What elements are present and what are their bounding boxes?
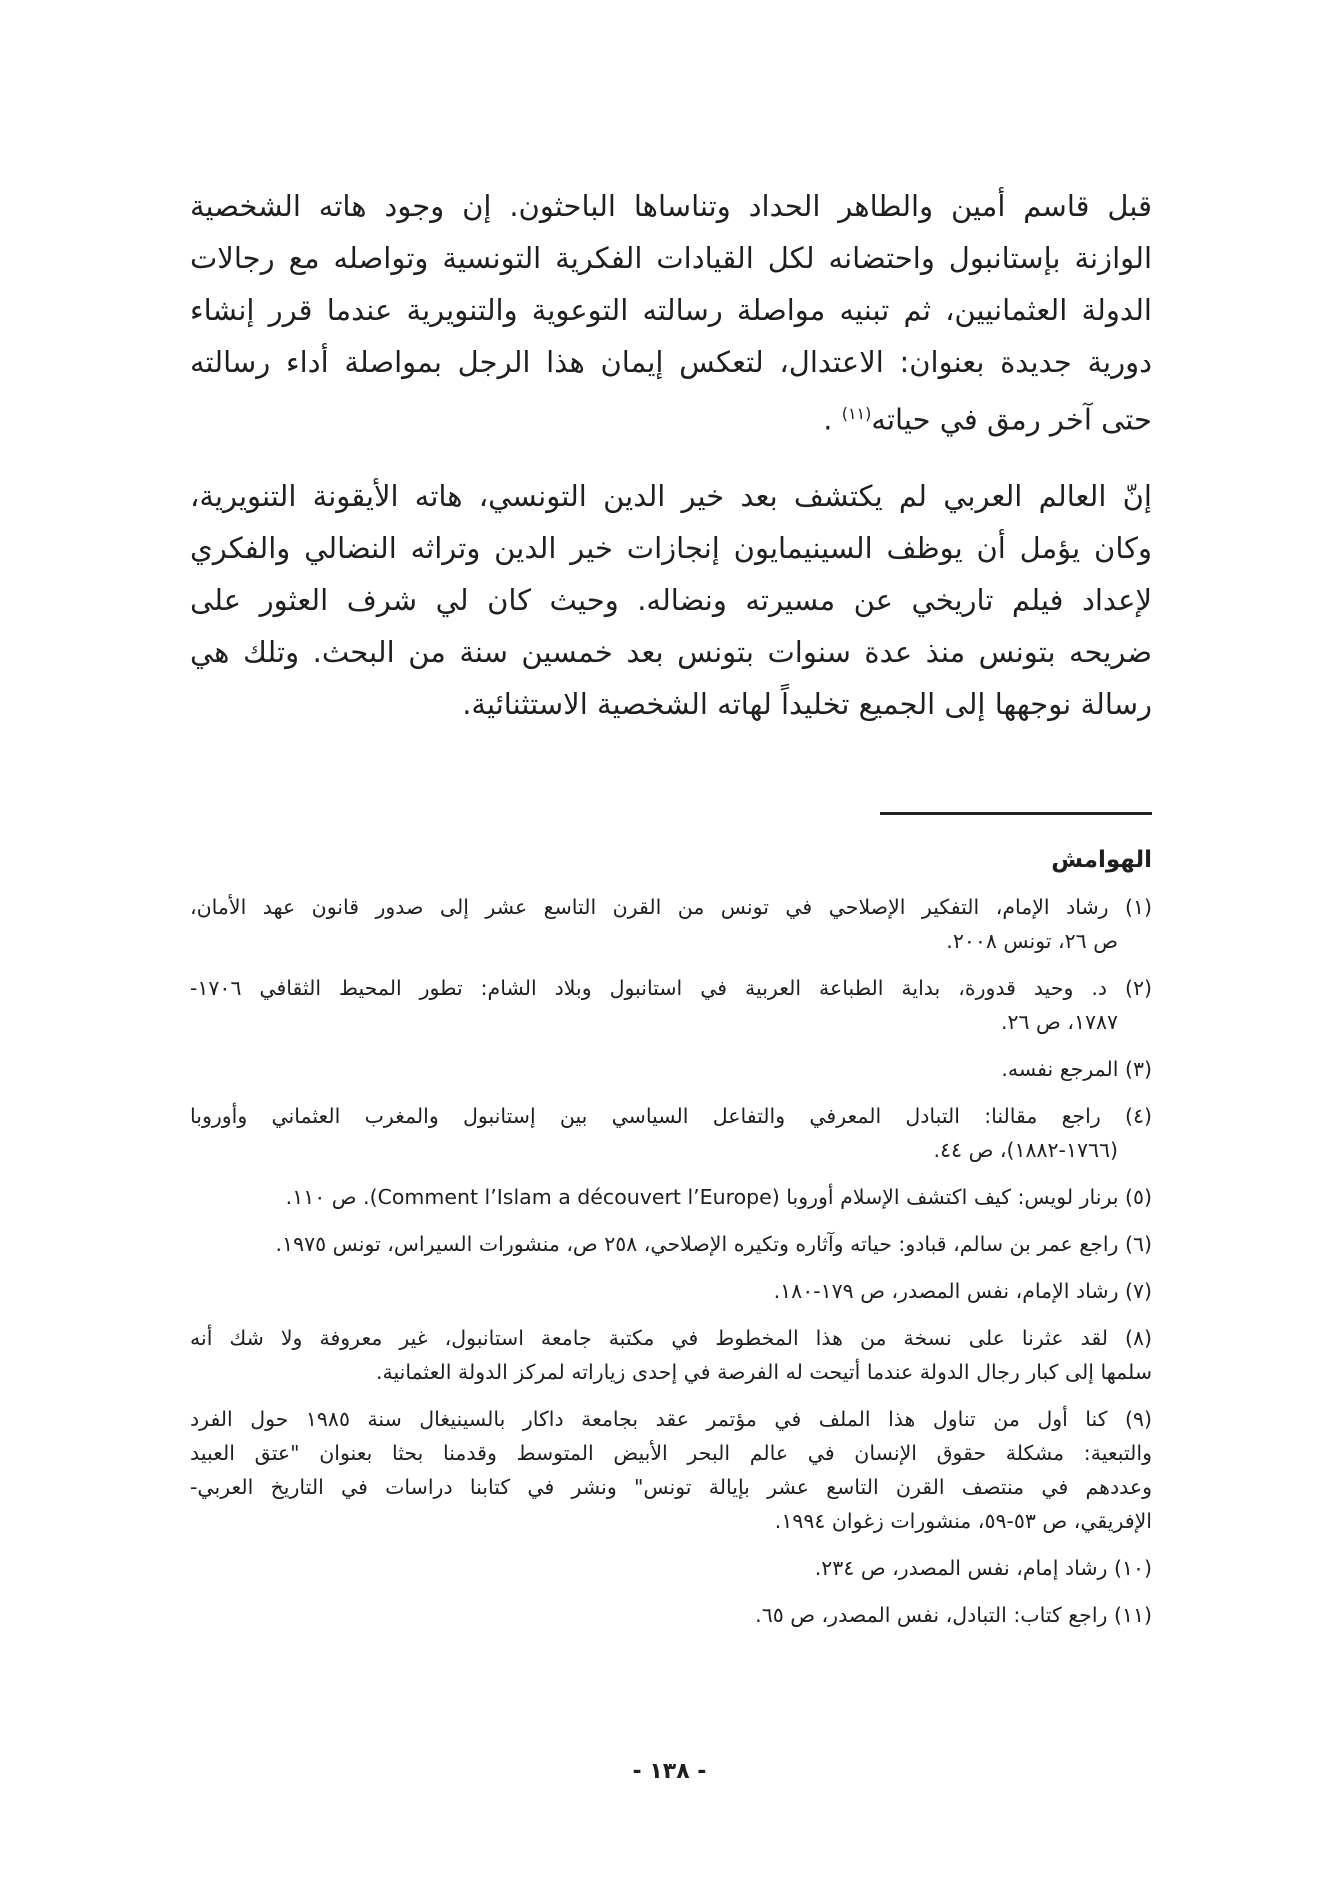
footnote-line: (١) رشاد الإمام، التفكير الإصلاحي في تونس من القرن التاسع عشر إلى صدور قانون عهد الأمان، [190,895,1152,919]
footnote-line: (٣) المرجع نفسه. [1001,1057,1152,1081]
footnote-line: (٩) كنا أول من تناول هذا الملف في مؤتمر عقد بجامعة داكار بالسينيغال سنة ١٩٨٥ حول الفرد [190,1407,1152,1431]
footnote-8 [190,1321,1152,1389]
footnote-10 [190,1551,1152,1585]
footnote-line: وعددهم في منتصف القرن التاسع عشر بإيالة تونس" ونشر في كتابنا دراسات في التاريخ العربي- [190,1475,1152,1499]
page-number: - ١٣٨ - [632,1759,707,1784]
footnote-line: (٤) راجع مقالنا: التبادل المعرفي والتفاعل السياسي بين إستانبول والمغرب العثماني وأوروبا [190,1104,1152,1128]
footnote-3 [190,1052,1152,1086]
footnote-line: (١٧٦٦-١٨٨٢)، ص ٤٤. [933,1138,1118,1162]
paragraph-line-last [190,388,1152,446]
footnote-11 [190,1598,1152,1632]
footnote-4 [190,1099,1152,1167]
paragraph-line: ضريحه بتونس منذ عدة سنوات بتونس بعد خمسين سنة من البحث. وتلك هي [190,634,1152,669]
footnote-line: (١٠) رشاد إمام، نفس المصدر، ص ٢٣٤. [814,1556,1152,1580]
footnote-9 [190,1402,1152,1538]
footnote-line: (٢) د. وحيد قدورة، بداية الطباعة العربية في استانبول وبلاد الشام: تطور المحيط الثقافي ١٧٠٦- [190,976,1152,1000]
paragraph-line-last: رسالة نوجهها إلى الجميع تخليداً لهاته الشخصية الاستثنائية. [462,686,1152,721]
paragraph-line: إنّ العالم العربي لم يكتشف بعد خير الدين التونسي، هاته الأيقونة التنويرية، [190,478,1152,513]
footnotes-heading: الهوامش [1051,847,1152,873]
footnote-line: ص ٢٦، تونس ٢٠٠٨. [946,929,1118,953]
footnote-6 [190,1227,1152,1261]
footnote-1 [190,890,1152,958]
footnote-line: (١١) راجع كتاب: التبادل، نفس المصدر، ص ٦٥. [755,1603,1152,1627]
paragraph-line: دورية جديدة بعنوان: الاعتدال، لتعكس إيمان هذا الرجل بمواصلة أداء رسالته [190,345,1152,379]
footnote-line: الإفريقي، ص ٥٣-٥٩، منشورات زغوان ١٩٩٤. [774,1509,1152,1533]
paragraph-line: وكان يؤمل أن يوظف السينيمايون إنجازات خير الدين وتراثه النضالي والفكري [190,530,1152,565]
paragraph-line: الدولة العثمانيين، ثم تبنيه مواصلة رسالته التوعوية والتنويرية عندما قرر إنشاء [190,293,1152,327]
footnote-reference: (١١) [841,404,872,423]
paragraph-line-end: . [823,402,842,437]
footnote-line: سلمها إلى كبار رجال الدولة عندما أتيحت له الفرصة في إحدى زياراته لمركز الدولة العثمانية. [375,1360,1152,1384]
main-text [190,180,1152,754]
footnote-5 [190,1180,1152,1214]
footnote-line: (٨) لقد عثرنا على نسخة من هذا المخطوط في مكتبة جامعة استانبول، غير معروفة ولا شك أنه [190,1326,1152,1350]
footnotes-list [190,890,1152,1645]
footnote-line: (٦) راجع عمر بن سالم، قبادو: حياته وآثاره وتكيره الإصلاحي، ٢٥٨ ص، منشورات السيراس، تونس ١٩٧٥. [275,1232,1152,1256]
footnote-line: (٧) رشاد الإمام، نفس المصدر، ص ١٧٩-١٨٠. [773,1279,1152,1303]
paragraph-line: لإعداد فيلم تاريخي عن مسيرته ونضاله. وحيث كان لي شرف العثور على [190,582,1152,617]
footnote-line: (٥) برنار لويس: كيف اكتشف الإسلام أوروبا (Comment l’Islam a découvert l’Europe). ص ١١٠. [285,1185,1152,1209]
footnote-7 [190,1274,1152,1308]
footnote-line: ١٧٨٧، ص ٢٦. [1000,1010,1118,1034]
paragraph-1 [190,180,1152,446]
footnote-2 [190,971,1152,1039]
paragraph-line: الوازنة بإستانبول واحتضانه لكل القيادات الفكرية التونسية وتواصله مع رجالات [190,241,1152,275]
paragraph-2 [190,470,1152,730]
footnote-divider [880,812,1152,815]
paragraph-line: قبل قاسم أمين والطاهر الحداد وتناساها الباحثون. إن وجود هاته الشخصية [190,189,1152,223]
footnote-line: والتبعية: مشكلة حقوق الإنسان في عالم البحر الأبيض المتوسط وقدمنا بحثا بعنوان "عتق العبيد [190,1441,1152,1465]
paragraph-line-text: حتى آخر رمق في حياته [871,402,1152,437]
